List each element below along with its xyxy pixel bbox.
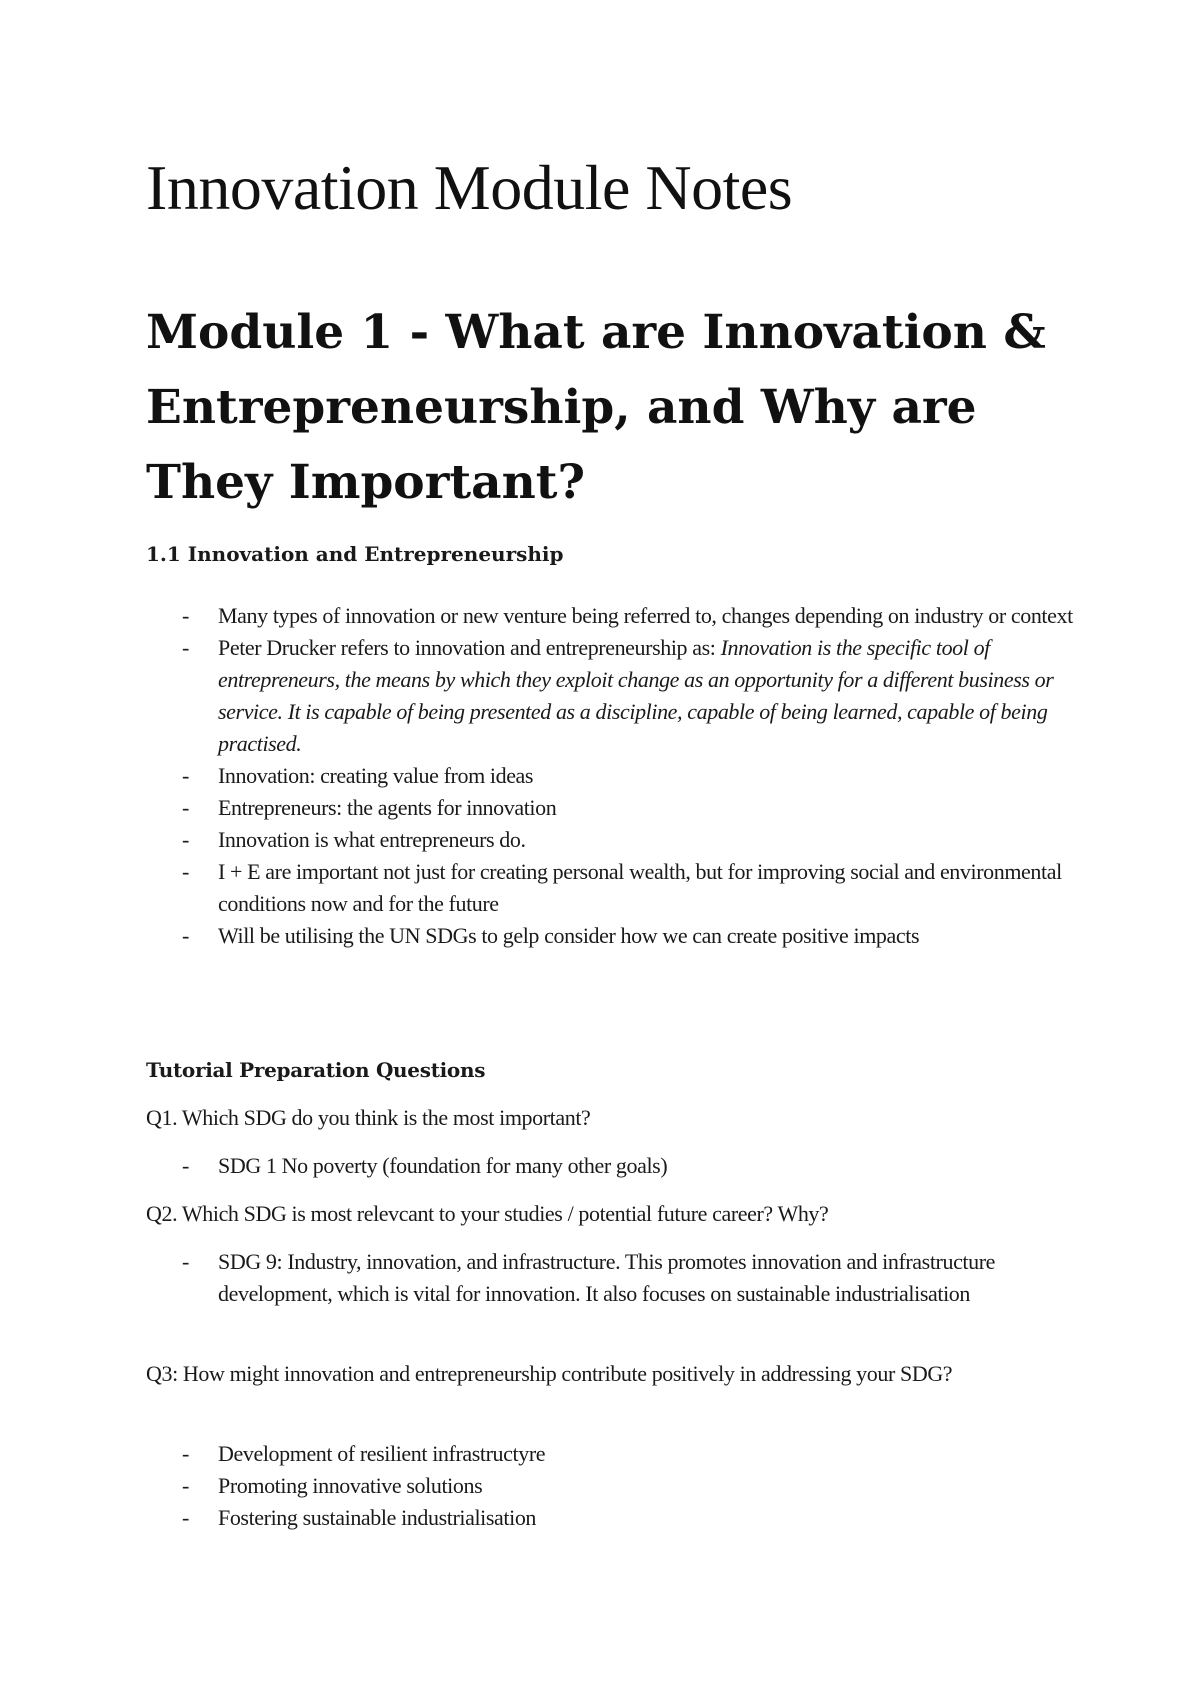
- answer-list-2: [146, 1246, 1076, 1310]
- list-item: - Innovation: creating value from ideas: [146, 760, 1076, 792]
- list-item: - SDG 9: Industry, innovation, and infrastructure. This promotes innovation and infrastructure development, which is vital for innovation. It also focuses on sustainable industrialisation: [146, 1246, 1076, 1310]
- section-heading: 1.1 Innovation and Entrepreneurship: [146, 542, 564, 566]
- answer-list-1: [146, 1150, 1076, 1182]
- list-item: - Promoting innovative solutions: [146, 1470, 1076, 1502]
- answer-list-3: [146, 1438, 1076, 1534]
- tutorial-heading: Tutorial Preparation Questions: [146, 1058, 486, 1082]
- list-item: - SDG 1 No poverty (foundation for many other goals): [146, 1150, 1076, 1182]
- question-1: [146, 1102, 1076, 1134]
- list-item: - Many types of innovation or new venture being referred to, changes depending on industry or context: [146, 600, 1076, 632]
- drucker-quote: Innovation is the specific tool of entrepreneurs, the means by which they exploit change as an opportunity for a different business or service. It is capable of being presented as a discipline, capable of being learned, capable of being practised.: [218, 635, 1054, 756]
- list-item: - Entrepreneurs: the agents for innovation: [146, 792, 1076, 824]
- list-item: - Peter Drucker refers to innovation and entrepreneurship as: Innovation is the specific tool of entrepreneurs, the means by which they exploit change as an opportunity for a different business or service. It is capable of being presented as a discipline, capable of being learned, capable of being practised.: [146, 632, 1076, 760]
- list-item: - Fostering sustainable industrialisation: [146, 1502, 1076, 1534]
- question-3: [146, 1358, 1076, 1390]
- tutorial-heading-block: [146, 1054, 1076, 1086]
- list-item: - Will be utilising the UN SDGs to gelp consider how we can create positive impacts: [146, 920, 1076, 952]
- question-text: Q1. Which SDG do you think is the most important?: [146, 1105, 591, 1130]
- innovation-bullet-list: [146, 600, 1076, 952]
- question-text: Q3: How might innovation and entrepreneurship contribute positively in addressing your SDG?: [146, 1361, 953, 1386]
- document-title: Innovation Module Notes: [146, 152, 793, 223]
- module-heading: Module 1 - What are Innovation & Entrepreneurship, and Why are They Important?: [146, 305, 1046, 510]
- list-item: - Development of resilient infrastructyre: [146, 1438, 1076, 1470]
- list-item: - Innovation is what entrepreneurs do.: [146, 824, 1076, 856]
- question-text: Q2. Which SDG is most relevcant to your studies / potential future career? Why?: [146, 1201, 829, 1226]
- list-item: - I + E are important not just for creating personal wealth, but for improving social and environmental conditions now and for the future: [146, 856, 1076, 920]
- question-2: [146, 1198, 1076, 1230]
